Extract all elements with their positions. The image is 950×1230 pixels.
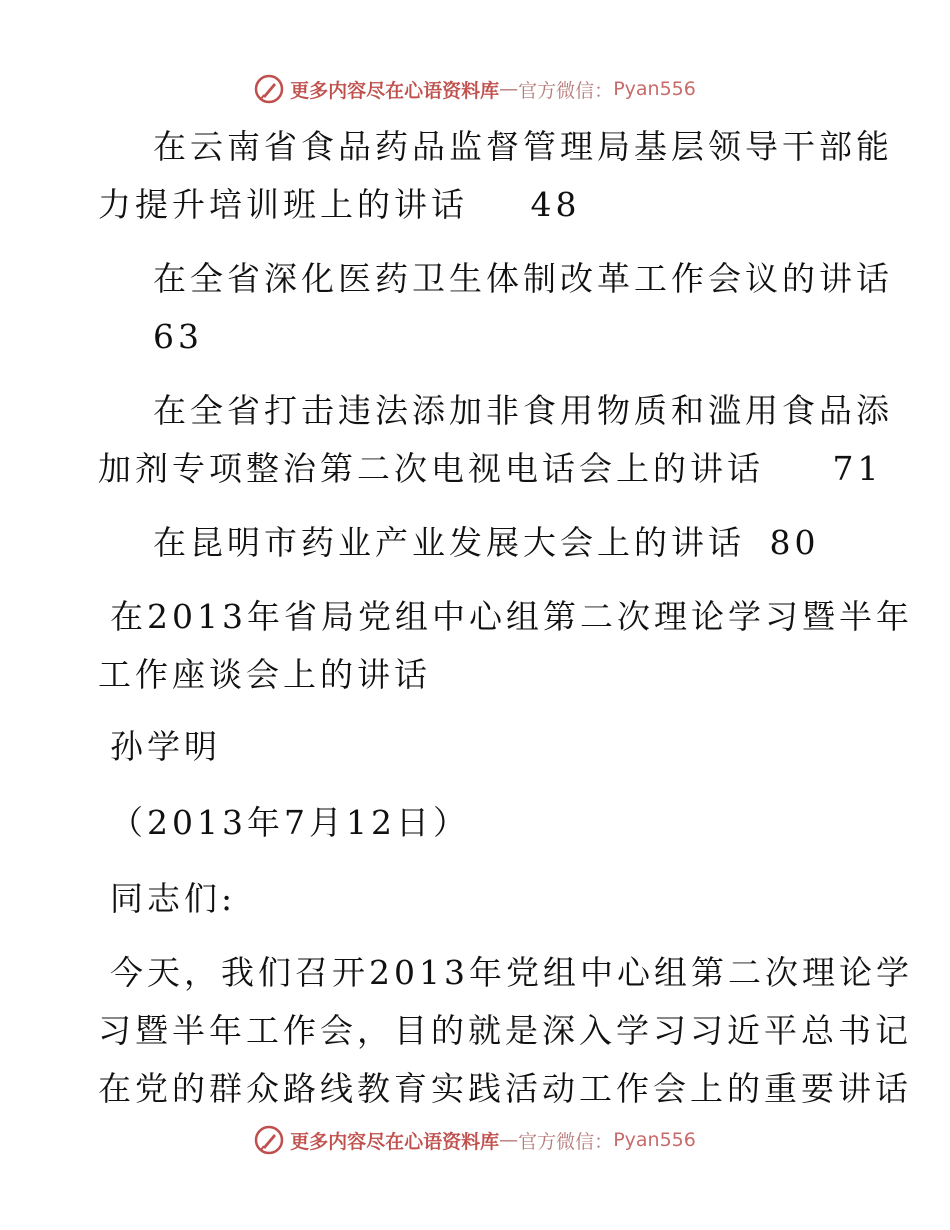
quill-logo-icon (254, 1125, 284, 1155)
body-line-3: 在党的群众路线教育实践活动工作会上的重要讲话 (98, 1069, 912, 1108)
watermark-wechat-id: Pyan556 (613, 1129, 696, 1151)
toc-entry-1-line2 (98, 185, 581, 225)
body-line-1: 今天，我们召开2013年党组中心组第二次理论学 (110, 953, 913, 992)
article-date: （2013年7月12日） (110, 803, 470, 842)
watermark-wechat-label: 官方微信： (518, 79, 614, 102)
article-title-line2: 工作座谈会上的讲话 (98, 655, 431, 694)
watermark-wechat-label: 官方微信： (518, 1130, 614, 1153)
toc-entry-4-page: 80 (769, 523, 820, 562)
toc-entry-3-title-end: 加剂专项整治第二次电视电话会上的讲话 (98, 449, 764, 488)
article-salutation: 同志们: (110, 879, 237, 918)
toc-entry-2-page: 63 (153, 317, 203, 356)
toc-entry-1-page: 48 (530, 185, 581, 224)
watermark-separator: — (499, 1129, 519, 1151)
toc-entry-3-line1: 在全省打击违法添加非食用物质和滥用食品添 (153, 391, 893, 430)
toc-entry-3-line2 (98, 449, 883, 489)
toc-entry-4-title: 在昆明市药业产业发展大会上的讲话 (153, 523, 745, 562)
quill-logo-icon (254, 74, 284, 104)
watermark-header (0, 72, 950, 106)
watermark-site-text: 更多内容尽在心语资料库 (290, 79, 500, 102)
watermark-separator: — (499, 78, 519, 100)
article-author: 孙学明 (110, 727, 221, 766)
toc-entry-2-line1: 在全省深化医药卫生体制改革工作会议的讲话 (153, 259, 893, 298)
toc-entry-4 (153, 523, 820, 563)
watermark-footer (0, 1123, 950, 1157)
toc-entry-1-line1: 在云南省食品药品监督管理局基层领导干部能 (153, 127, 893, 166)
toc-entry-1-title-end: 力提升培训班上的讲话 (98, 185, 468, 224)
watermark-site-text: 更多内容尽在心语资料库 (290, 1130, 500, 1153)
body-line-2: 习暨半年工作会，目的就是深入学习习近平总书记 (98, 1011, 912, 1050)
watermark-wechat-id: Pyan556 (613, 78, 696, 100)
article-title-line1: 在2013年省局党组中心组第二次理论学习暨半年 (110, 597, 913, 636)
toc-entry-3-page: 71 (832, 449, 883, 488)
